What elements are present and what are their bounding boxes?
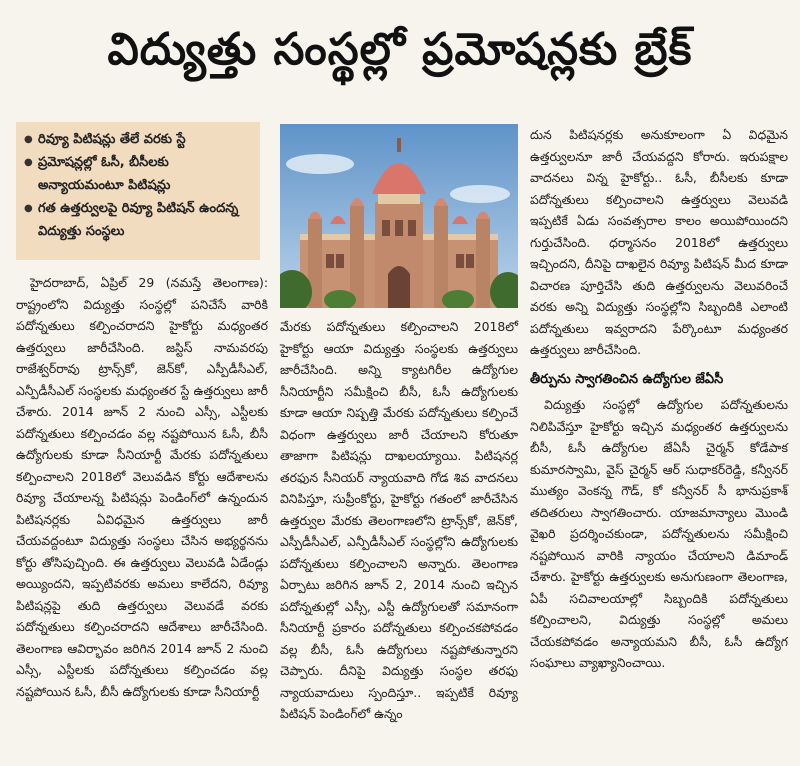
highlight-item: ● రివ్యూ పిటిషన్లు తేలే వరకు స్టే [24,128,252,151]
article-paragraph: విద్యుత్తు సంస్థల్లో ఉద్యోగుల పదోన్నతులను నిలిపివేస్తూ హైకోర్టు ఇచ్చిన మధ్యంతర ఉత్తర్వులను బీసీ, ఓసీ ఉద్యోగుల జేఏసీ చైర్మన్ కోడేపాక కుమారస్వామి, వైస్ చైర్మన్ ఆర్ సుధాకర్‌రెడ్డి, కన్వీనర్ ముత్యం వెంకన్న గౌడ్, కో కన్వీనర్ సీ భానుప్రకాశ్ తదితరులు స్వాగతించారు. యాజమాన్యాలు మొండి వైఖరి ప్రదర్శించకుండా, పదోన్నతులను సమీక్షించి నష్టపోయిన వారికి న్యాయం చేయాలని డిమాండ్ చేశారు. హైకోర్టు ఉత్తర్వులకు అనుగుణంగా తెలంగాణ, ఏపీ సచివాలయాల్లో సిబ్బందికి పదోన్నతులు కల్పించాలని, విద్యుత్తు సంస్థల్లో అమలు చేయకపోవడం అన్యాయమని బీసీ, ఓసీ ఉద్యోగ సంఘాలు వ్యాఖ్యానించాయి. [530,397,788,670]
article-column-3 [530,124,788,674]
article-column-2 [280,316,518,725]
highlights-box [16,122,260,260]
article-column-1 [16,272,268,702]
headline: విద్యుత్తు సంస్థల్లో ప్రమోషన్లకు బ్రేక్ [107,24,693,75]
article-paragraph: హైదరాబాద్, ఏప్రిల్ 29 (నమస్తే తెలంగాణ): రాష్ట్రంలోని విద్యుత్తు సంస్థల్లో పనిచేసే వారికి పదోన్నతులు కల్పించరాదని హైకోర్టు మధ్యంతర ఉత్తర్వులు జారీచేసింది. జస్టిస్ నామవరపు రాజేశ్వర్‌రావు ట్రాన్స్‌కో, జెన్‌కో, ఎస్పీడీసీఎల్, ఎన్పీడీసీఎల్ సంస్థలకు మధ్యంతర స్టే ఉత్తర్వులు జారీ చేశారు. 2014 జూన్ 2 నుంచి ఎస్సీ, ఎస్టీలకు పదోన్నతులు కల్పించడం వల్ల నష్టపోయిన ఓసీ, బీసీ ఉద్యోగులకు కూడా సీనియార్టీ మేరకు పదోన్నతులు కల్పించాలని 2018లో వెలువడిన కోర్టు ఆదేశాలను రివ్యూ చేయాలన్న పిటిషన్లు పెండింగ్‌లో ఉన్నందున పిటిషనర్లకు ఏవిధమైన ఉత్తర్వులు జారీ చేయవద్దంటూ విద్యుత్తు సంస్థలు చేసిన అభ్యర్థనను కోర్టు తోసిపుచ్చింది. ఈ ఉత్తర్వులు వెలువడి ఏడేండ్లు అయ్యిందని, ఇప్పటివరకు అమలు కాలేదని, రివ్యూ పిటిషన్లపై తుది ఉత్తర్వులు వెలువడే వరకు పదోన్నతులు కల్పించరాదని ఆదేశాలు జారీచేసింది. తెలంగాణ ఆవిర్భావం జరిగిన 2014 జూన్ 2 నుంచి ఎస్సీ, ఎస్టీలకు పదోన్నతులు కల్పించడం వల్ల నష్టపోయిన ఓసీ, బీసీ ఉద్యోగులకు కూడా సీనియార్టీ [16,275,268,699]
high-court-photo [280,124,518,308]
article-paragraph: దున పిటిషనర్లకు అనుకూలంగా ఏ విధమైన ఉత్తర్వులనూ జారీ చేయవద్దని కోరారు. ఇరుపక్షాల వాదనలు విన్న హైకోర్టు.. ఓసీ, బీసీలకు కూడా పదోన్నతులు కల్పించాలని ఉత్తర్వులు వెలువడి ఇప్పటికే ఏడు సంవత్సరాల కాలం అయిపోయిందని గుర్తుచేసింది. ధర్మాసనం 2018లో ఉత్తర్వులు ఇచ్చిందని, దీనిపై దాఖలైన రివ్యూ పిటిషన్ మీద కూడా విచారణ పూర్తిచేసి తుది ఉత్తర్వులను వెలువరించే వరకు అన్ని విద్యుత్తు సంస్థల్లోని సిబ్బందికి ఎలాంటి పదోన్నతులు ఇవ్వరాదని పేర్కొంటూ మధ్యంతర ఉత్తర్వులు జారీచేసింది. [530,127,788,357]
highlight-item: ● గత ఉత్తర్వులపై రివ్యూ పిటిషన్ ఉందన్న విద్యుత్తు సంస్థలు [24,197,252,243]
highlight-item: ● ప్రమోషన్లల్లో ఓసీ, బీసీలకు అన్యాయమంటూ పిటిషన్లు [24,151,252,197]
article-paragraph: మేరకు పదోన్నతులు కల్పించాలని 2018లో హైకోర్టు ఆయా విద్యుత్తు సంస్థలకు ఉత్తర్వులు జారీచేసింది. అన్ని క్యాటగిరీల ఉద్యోగుల సీనియార్టీని సమీక్షించి బీసీ, ఓసీ ఉద్యోగులకు కూడా ఆయా నిష్పత్తి మేరకు పదోన్నతులు కల్పించే విధంగా ఉత్తర్వులు జారీ చేయాలని కోరుతూ తాజాగా పిటిషన్లు దాఖలయ్యాయి. పిటిషనర్ల తరఫున సీనియర్ న్యాయవాది గోడ శివ వాదనలు వినిపిస్తూ, సుప్రీంకోర్టు, హైకోర్టు గతంలో జారీచేసిన ఉత్తర్వుల మేరకు తెలంగాణలోని ట్రాన్స్‌కో, జెన్‌కో, ఎస్పీడీసీఎల్, ఎన్పీడీసీఎల్ సంస్థల్లోని ఉద్యోగులకు పదోన్నతులు కల్పించాలని అన్నారు. తెలంగాణ ఏర్పాటు జరిగిన జూన్ 2, 2014 నుంచి ఇచ్చిన పదోన్నతుల్లో ఎస్సీ, ఎస్టీ ఉద్యోగులతో సమానంగా సీనియార్టీ ప్రకారం పదోన్నతులు కల్పించకపోవడం వల్ల బీసీ, ఓసీ ఉద్యోగులు నష్టపోతున్నారని చెప్పారు. దీనిపై విద్యుత్తు సంస్థల తరఫు న్యాయవాదులు స్పందిస్తూ.. ఇప్పటికే రివ్యూ పిటిషన్ పెండింగ్‌లో ఉన్నం [280,319,518,721]
article-subheading: తీర్పును స్వాగతించిన ఉద్యోగుల జేఏసీ [530,371,724,387]
